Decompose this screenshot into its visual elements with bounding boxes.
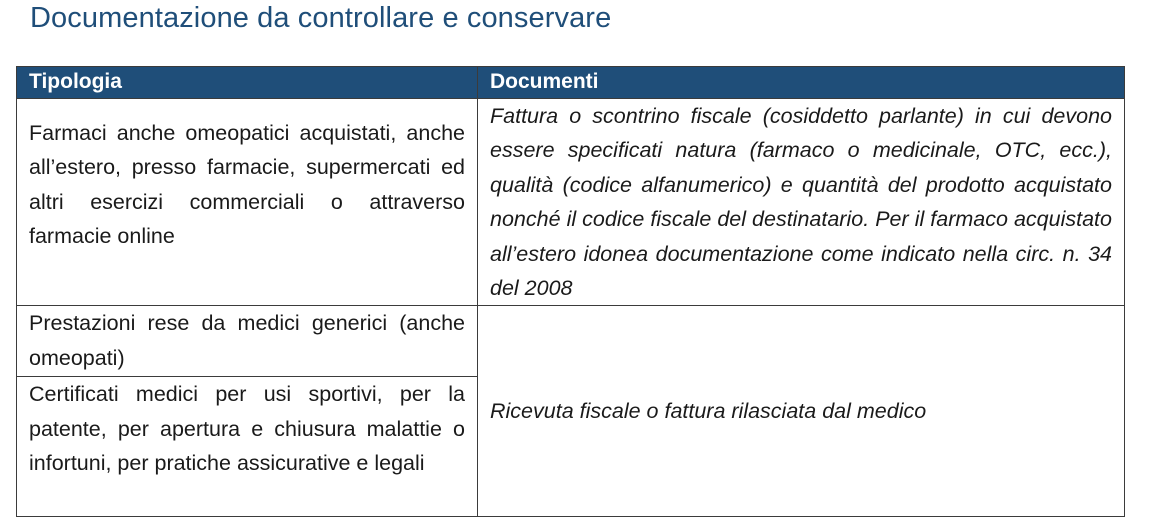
table-row	[17, 99, 1125, 306]
documenti-cell: Fattura o scontrino fiscale (cosiddetto parlante) in cui devono essere specificati natura (farmaco o medicinale, OTC, ecc.), qualità (codice alfanumerico) e quantità del prodotto acquistato nonché il codice fiscale del destinatario. Per il farmaco acquistato all’estero idonea documentazione come indicato nella circ. n. 34 del 2008	[478, 99, 1125, 306]
table-header-row	[17, 67, 1125, 99]
documenti-cell-merged: Ricevuta fiscale o fattura rilasciata dal medico	[478, 306, 1125, 517]
column-header-tipologia: Tipologia	[17, 67, 478, 99]
tipologia-cell: Certificati medici per usi sportivi, per la patente, per apertura e chiusura malattie o infortuni, per pratiche assicurative e legali	[17, 377, 478, 517]
page-title: Documentazione da controllare e conservare	[30, 2, 612, 34]
documentation-table	[16, 66, 1125, 517]
table-row	[17, 306, 1125, 377]
tipologia-cell: Prestazioni rese da medici generici (anche omeopati)	[17, 306, 478, 377]
column-header-documenti: Documenti	[478, 67, 1125, 99]
tipologia-cell: Farmaci anche omeopatici acquistati, anche all’estero, presso farmacie, supermercati ed altri esercizi commerciali o attraverso farmacie online	[17, 99, 478, 306]
